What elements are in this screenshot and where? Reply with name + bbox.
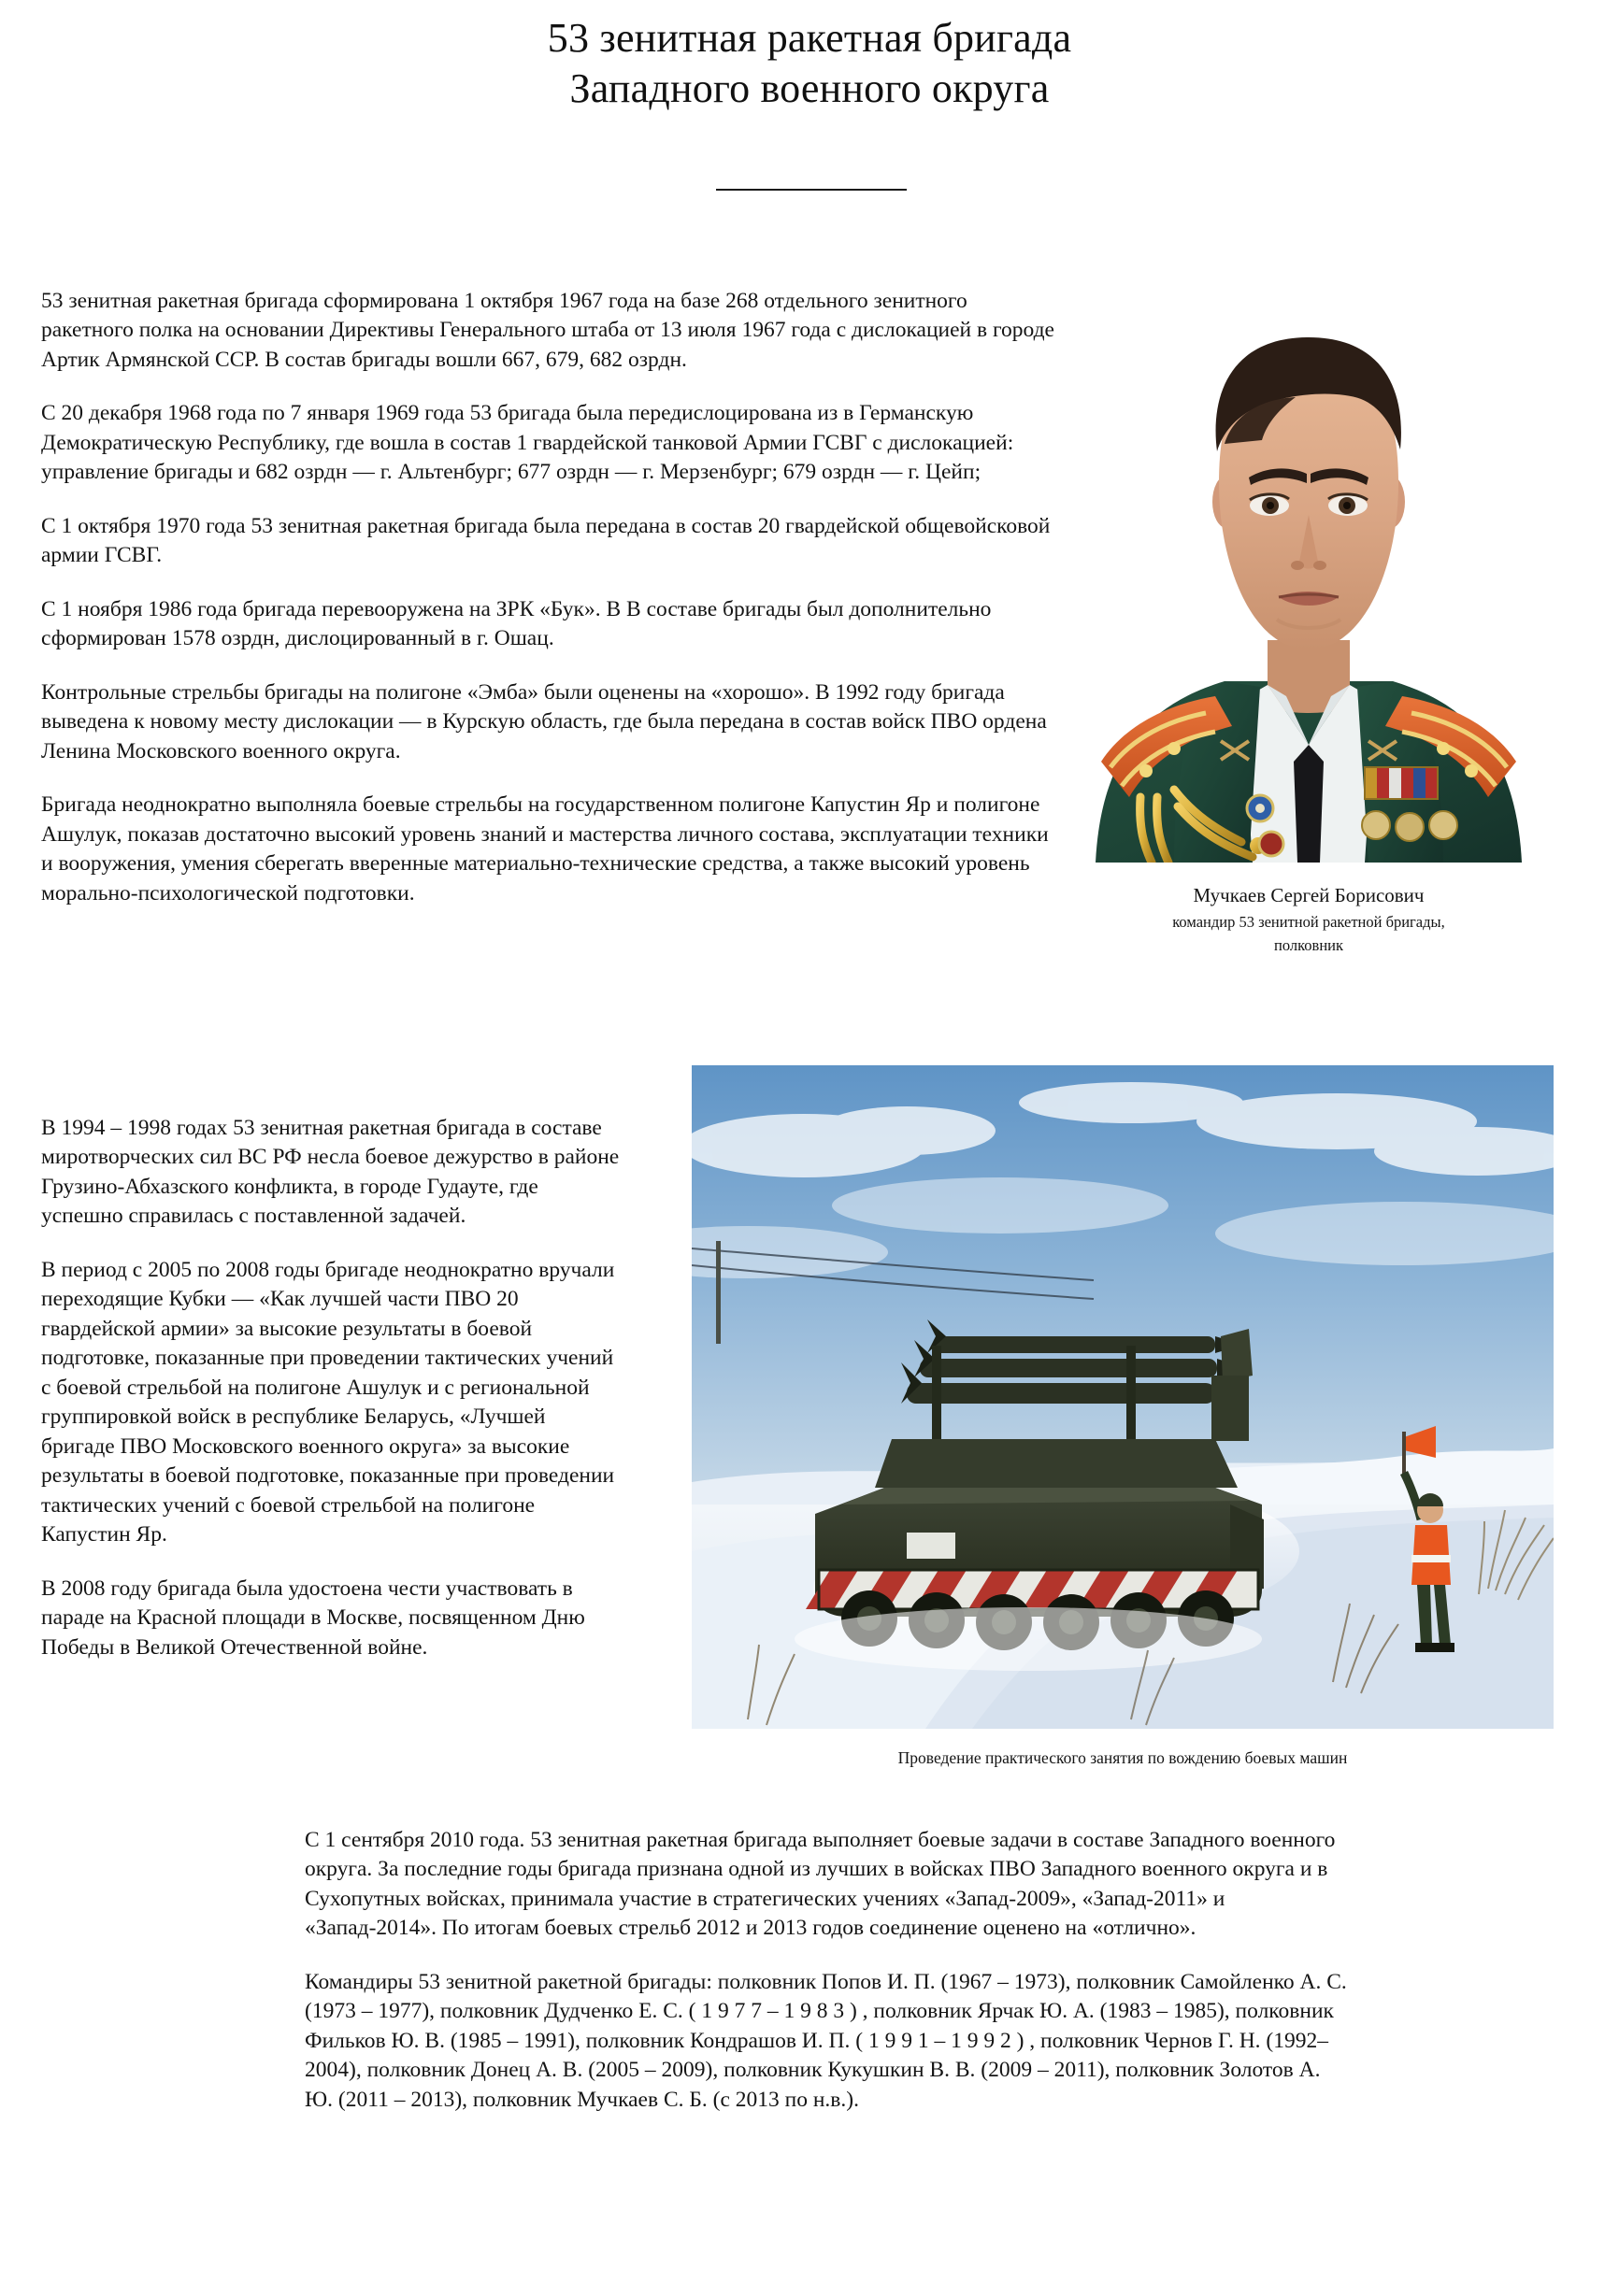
portrait-figure [1084, 285, 1533, 955]
paragraph: С 20 декабря 1968 года по 7 января 1969 года 53 бригада была передислоцирована из в Германскую Демократическую Республику, где вошла в состав 1 гвардейской танковой Армии ГСВГ с дислокацией: управление бригады и 682 озрдн — г. Альтенбург; 677 озрдн — г. Мерзенбург; 679 озрдн — г. Цейп; [41, 401, 1014, 484]
field-photo-figure [692, 1065, 1554, 1769]
portrait-caption-role-line-2: полковник [1274, 936, 1343, 954]
paragraph: С 1 сентября 2010 года. 53 зенитная ракетная бригада выполняет боевые задачи в составе Западного военного округа. За последние годы бригада признана одной из лучших в войсках ПВО Западного военного округа и в Сухопутных войсках, принимала участие в стратегических учениях «Запад-2009», «Запад-2011» и «Запад-2014». По итогам боевых стрельб 2012 и 2013 годов соединение оценено на «отлично». [305, 1827, 1336, 1940]
officer-portrait-graphic [1084, 285, 1533, 863]
officer-portrait-image [1084, 285, 1533, 863]
paragraph: В 1994 – 1998 годах 53 зенитная ракетная бригада в составе миротворческих сил ВС РФ несла боевое дежурство в районе Грузино-Абхазского конфликта, в городе Гудауте, где успешно справилась с поставленной задачей. [41, 1115, 620, 1228]
page-title [0, 13, 1619, 113]
paragraph: Контрольные стрельбы бригады на полигоне «Эмба» были оценены на «хорошо». В 1992 году бригада выведена к новому месту дислокации — в Курскую область, где была передана в состав войск ПВО ордена Ленина Московского военного округа. [41, 679, 1047, 763]
paragraph: С 1 октября 1970 года 53 зенитная ракетная бригада была передана в состав 20 гвардейской общевойсковой армии ГСВГ. [41, 513, 1051, 567]
portrait-caption [1084, 883, 1533, 955]
title-divider [716, 189, 907, 191]
page-title-line-1: 53 зенитная ракетная бригада [547, 15, 1072, 61]
portrait-caption-name: Мучкаев Сергей Борисович [1193, 884, 1425, 906]
paragraph: С 1 ноября 1986 года бригада перевооружена на ЗРК «Бук». В В составе бригады был дополнительно сформирован 1578 озрдн, дислоцированный в г. Ошац. [41, 596, 992, 650]
portrait-caption-role-line-1: командир 53 зенитной ракетной бригады, [1172, 913, 1445, 931]
field-photo-graphic [692, 1065, 1554, 1729]
field-photo-image [692, 1065, 1554, 1729]
paragraph: В 2008 году бригада была удостоена чести участвовать в параде на Красной площади в Москве, посвященном Дню Победы в Великой Отечественной войне. [41, 1576, 585, 1660]
paragraph: 53 зенитная ракетная бригада сформирована 1 октября 1967 года на базе 268 отдельного зенитного ракетного полка на основании Директивы Генерального штаба от 13 июля 1967 года с дислокацией в городе Артик Армянской ССР. В состав бригады вошли 667, 679, 682 озрдн. [41, 288, 1054, 372]
section-two-text [41, 1091, 621, 1685]
paragraph: Бригада неоднократно выполняла боевые стрельбы на государственном полигоне Капустин Яр и полигоне Ашулук, показав достаточно высокий уровень знаний и мастерства личного состава, эксплуатации техники и вооружения, умения сберегать вверенные материально-технические средства, а также высокий уровень морально-психологической подготовки. [41, 792, 1049, 906]
field-photo-caption: Проведение практического занятия по вождению боевых машин [897, 1748, 1348, 1767]
page-title-line-2: Западного военного округа [569, 64, 1050, 111]
paragraph: В период с 2005 по 2008 годы бригаде неоднократно вручали переходящие Кубки — «Как лучшей части ПВО 20 гвардейской армии» за высокие результаты в боевой подготовке, показанные при проведении тактических учений с боевой стрельбой на полигоне Ашулук и с региональной группировкой войск в республике Беларусь, «Лучшей бригаде ПВО Московского военного округа» за высокие результаты в боевой подготовке, показанные при проведении тактических учений с боевой стрельбой на полигоне Капустин Яр. [41, 1257, 615, 1547]
section-three-text [305, 1804, 1352, 2137]
section-one-text [41, 264, 1055, 931]
paragraph: Командиры 53 зенитной ракетной бригады: полковник Попов И. П. (1967 – 1973), полковник Самойленко А. С. (1973 – 1977), полковник Дудченко Е. С. ( 1 9 7 7 – 1 9 8 3 ) , полковник Ярчак Ю. А. (1983 – 1985), полковник Фильков Ю. В. (1985 – 1991), полковник Кондрашов И. П. ( 1 9 9 1 – 1 9 9 2 ) , полковник Чернов Г. Н. (1992– 2004), полковник Донец А. В. (2005 – 2009), полковник Кукушкин В. В. (2009 – 2011), полковник Золотов А. Ю. (2011 – 2013), полковник Мучкаев С. Б. (с 2013 по н.в.). [305, 1969, 1347, 2112]
